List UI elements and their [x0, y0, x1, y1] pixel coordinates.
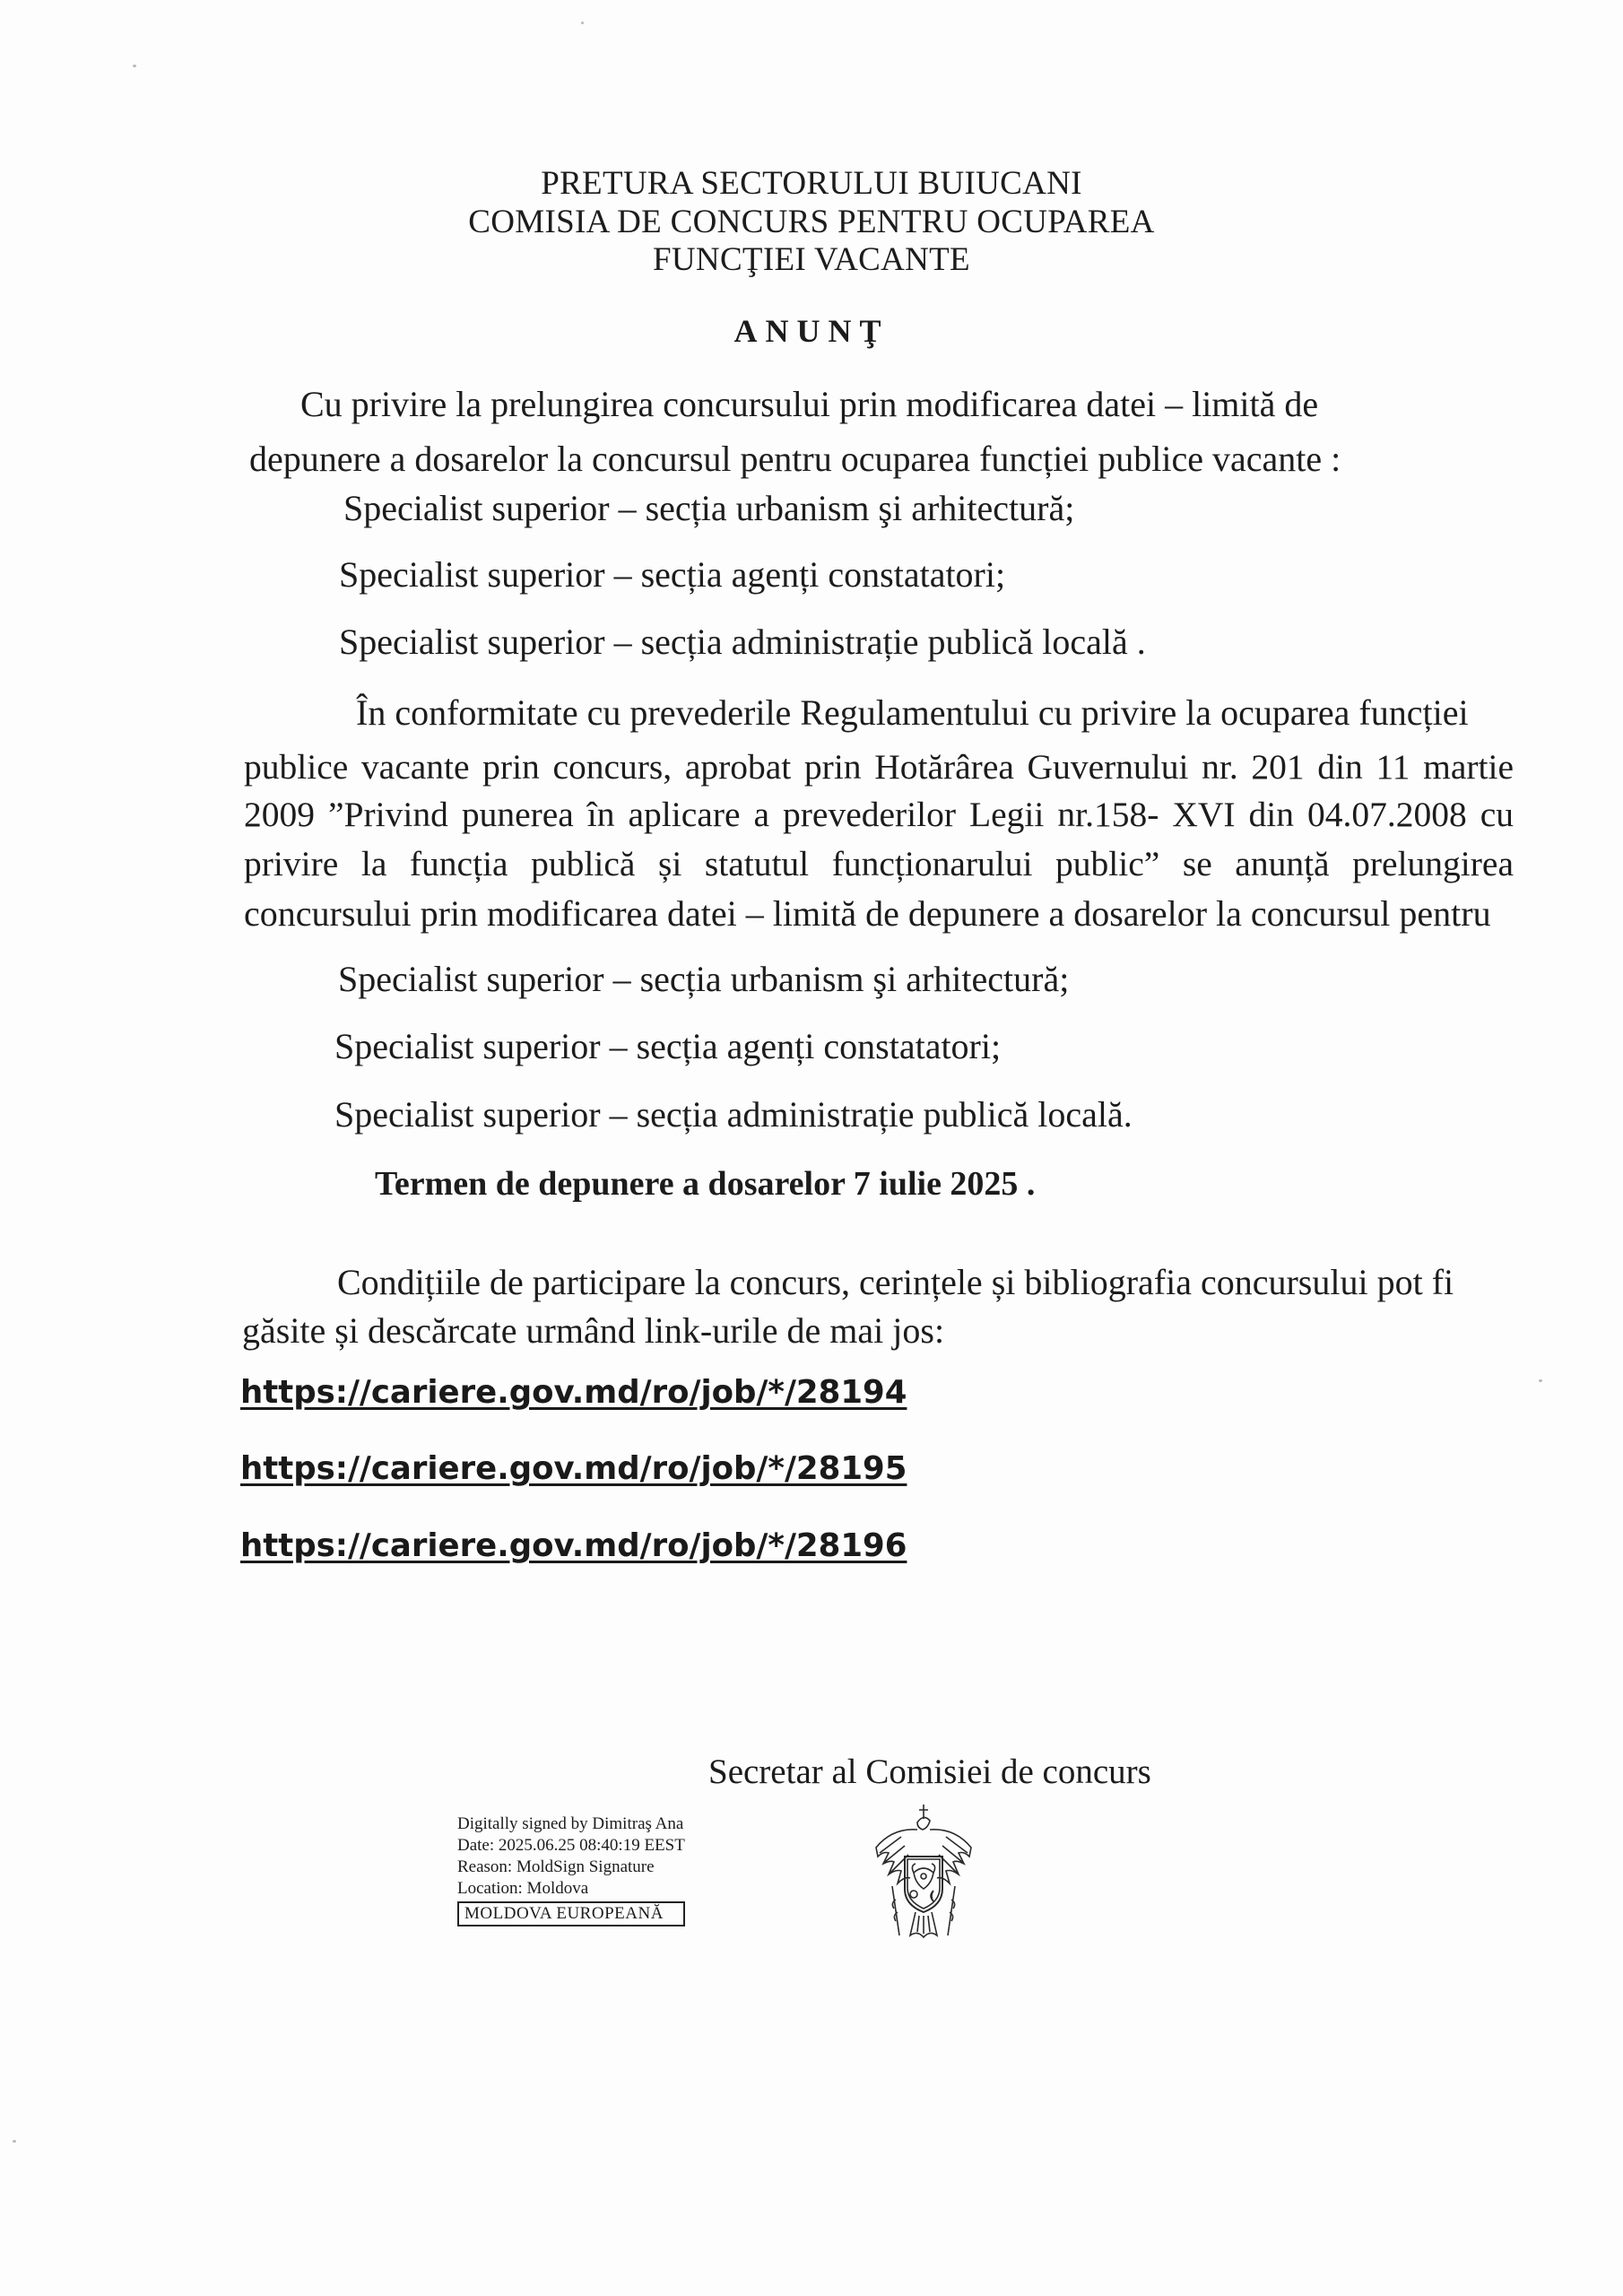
- body-line-1: În conformitate cu prevederile Regulamentului cu privire la ocuparea funcției: [356, 692, 1469, 733]
- scan-speck: [1539, 1379, 1542, 1382]
- conditions-line-1: Condițiile de participare la concurs, cerințele și bibliografia concursului pot fi: [337, 1262, 1454, 1302]
- scan-speck: [133, 65, 136, 67]
- conditions-line-2: găsite și descărcate urmând link-urile de mai jos:: [242, 1310, 945, 1351]
- position-item-5: Specialist superior – secția agenți constatatori;: [334, 1026, 1002, 1066]
- signature-badge: MOLDOVA EUROPEANĂ: [457, 1901, 685, 1926]
- body-line-4: privire la funcția publică și statutul funcționarului public” se anunță prelungirea: [244, 844, 1514, 883]
- body-line-2: publice vacante prin concurs, aprobat prin Hotărârea Guvernului nr. 201 din 11 martie: [244, 747, 1514, 787]
- body-line-5: concursului prin modificarea datei – limită de depunere a dosarelor la concursul pentru: [244, 893, 1491, 934]
- moldova-coat-of-arms-icon: [865, 1801, 982, 1949]
- position-item-6: Specialist superior – secția administrație publică locală.: [334, 1094, 1133, 1135]
- commission-name: COMISIA DE CONCURS PENTRU OCUPAREA: [468, 204, 1155, 240]
- institution-name: PRETURA SECTORULUI BUIUCANI: [541, 165, 1082, 202]
- intro-line-1: Cu privire la prelungirea concursului prin modificarea datei – limită de: [300, 384, 1319, 424]
- signature-reason: Reason: MoldSign Signature: [457, 1857, 655, 1876]
- submission-deadline: Termen de depunere a dosarelor 7 iulie 2025 .: [375, 1165, 1036, 1203]
- job-link-28195[interactable]: https://cariere.gov.md/ro/job/*/28195: [240, 1450, 907, 1487]
- body-line-3: 2009 ”Privind punerea în aplicare a prevederilor Legii nr.158- XVI din 04.07.2008 cu: [244, 795, 1514, 834]
- job-link-28196[interactable]: https://cariere.gov.md/ro/job/*/28196: [240, 1527, 907, 1564]
- position-item-3: Specialist superior – secția administrație publică locală .: [339, 622, 1146, 662]
- job-link-28194[interactable]: https://cariere.gov.md/ro/job/*/28194: [240, 1374, 907, 1411]
- digital-signature-block: [457, 1813, 685, 1926]
- position-item-2: Specialist superior – secția agenți constatatori;: [339, 554, 1006, 595]
- scan-speck: [13, 2140, 16, 2143]
- position-item-1: Specialist superior – secția urbanism şi arhitectură;: [343, 488, 1075, 528]
- intro-line-2: depunere a dosarelor la concursul pentru ocuparea funcției publice vacante :: [249, 439, 1341, 479]
- scan-speck: [581, 22, 584, 24]
- signatory-title: Secretar al Comisiei de concurs: [708, 1752, 1151, 1791]
- position-item-4: Specialist superior – secția urbanism şi arhitectură;: [338, 959, 1070, 999]
- commission-name-continued: FUNCŢIEI VACANTE: [653, 241, 970, 278]
- announcement-title: ANUNŢ: [733, 313, 890, 349]
- signature-date: Date: 2025.06.25 08:40:19 EEST: [457, 1836, 685, 1855]
- signature-location: Location: Moldova: [457, 1879, 589, 1898]
- signature-signed-by: Digitally signed by Dimitraş Ana: [457, 1814, 684, 1833]
